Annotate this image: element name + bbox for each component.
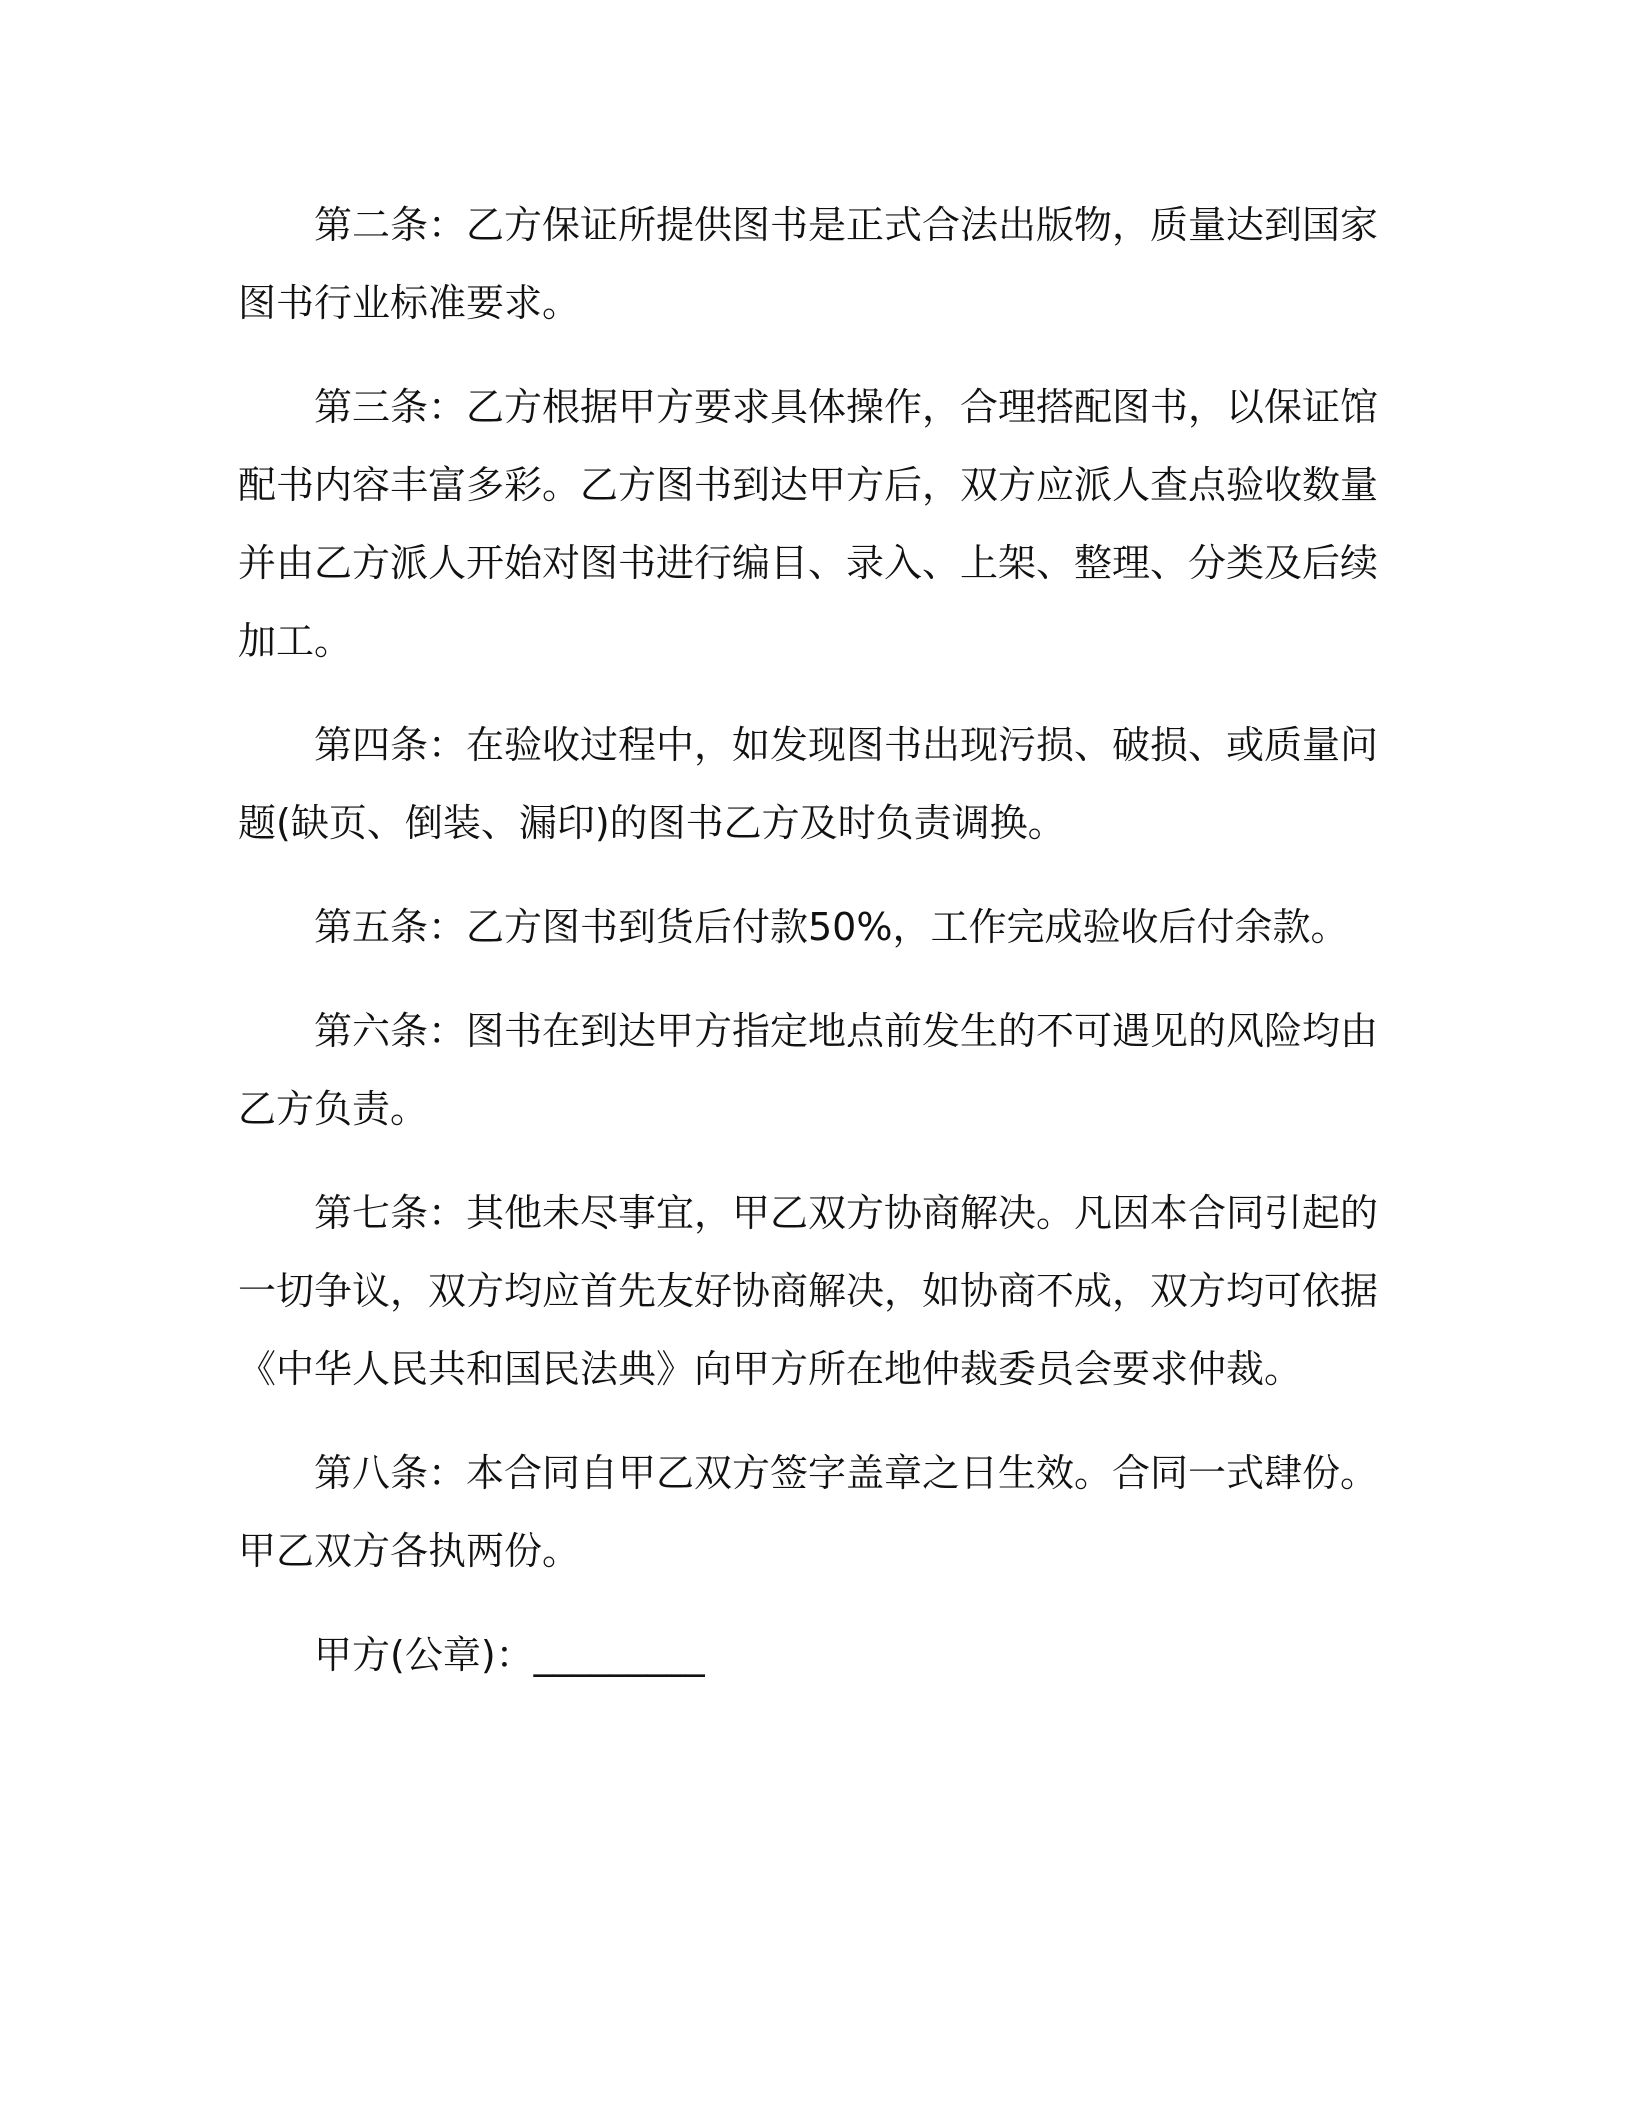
article-5: 第五条：乙方图书到货后付款50%，工作完成验收后付余款。	[314, 905, 1349, 949]
article-4: 第四条：在验收过程中，如发现图书出现污损、破损、或质量问题(缺页、倒装、漏印)的图书乙方及时负责调换。	[238, 723, 1379, 845]
article-3: 第三条：乙方根据甲方要求具体操作，合理搭配图书，以保证馆配书内容丰富多彩。乙方图书到达甲方后，双方应派人查点验收数量并由乙方派人开始对图书进行编目、录入、上架、整理、分类及后续加工。	[238, 385, 1379, 663]
article-7: 第七条：其他未尽事宜，甲乙双方协商解决。凡因本合同引起的一切争议，双方均应首先友好协商解决，如协商不成，双方均可依据《中华人民共和国民法典》向甲方所在地仲裁委员会要求仲裁。	[238, 1191, 1379, 1391]
contract-body	[238, 186, 1378, 1694]
article-2: 第二条：乙方保证所提供图书是正式合法出版物，质量达到国家图书行业标准要求。	[238, 203, 1379, 325]
party-a-seal-line: 甲方(公章)：_________	[314, 1633, 705, 1677]
article-8: 第八条：本合同自甲乙双方签字盖章之日生效。合同一式肆份。甲乙双方各执两份。	[238, 1451, 1379, 1573]
article-6: 第六条：图书在到达甲方指定地点前发生的不可遇见的风险均由乙方负责。	[238, 1009, 1379, 1131]
